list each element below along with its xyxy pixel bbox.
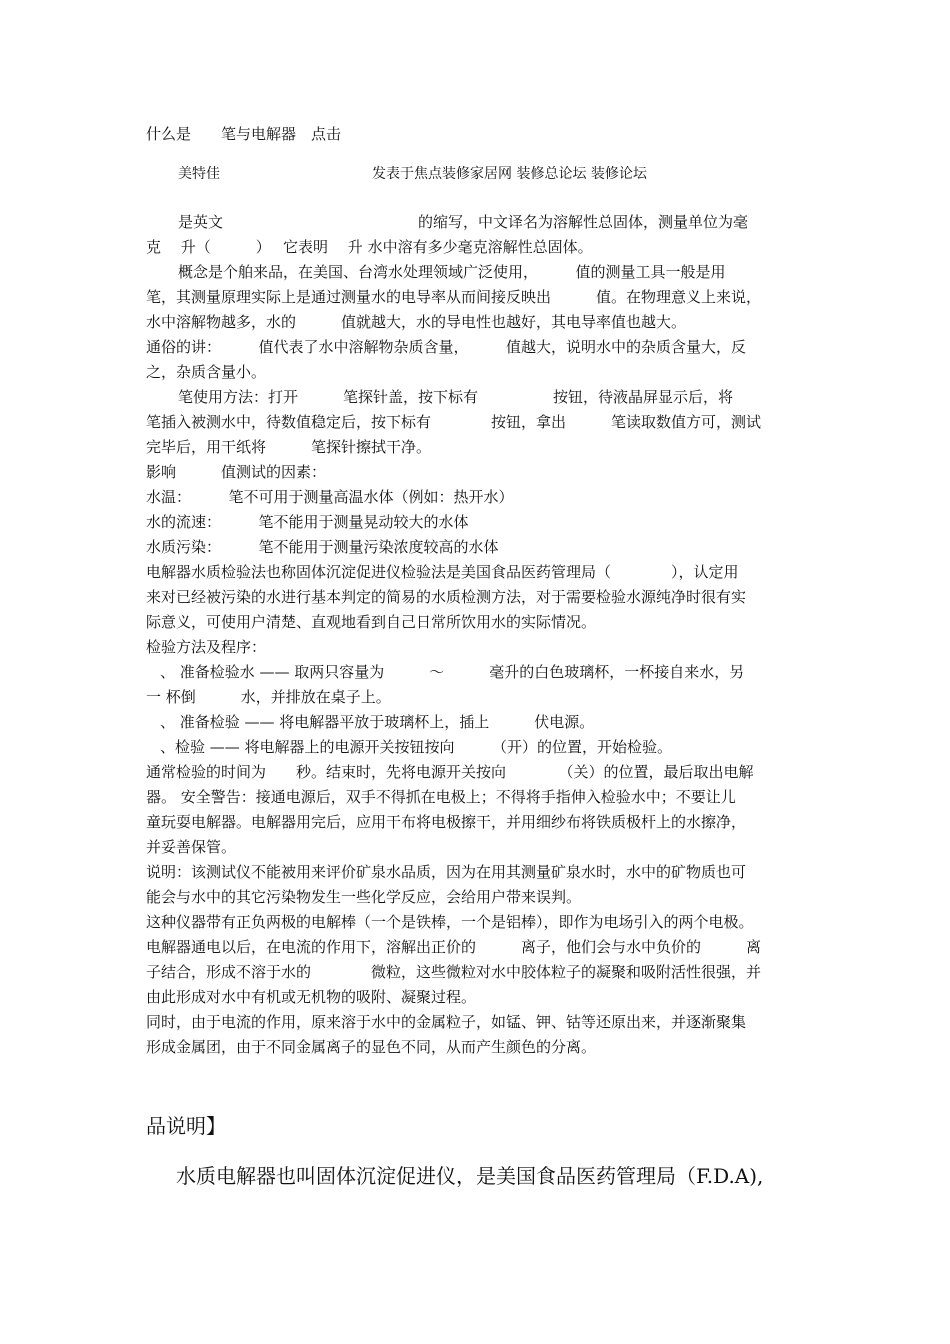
body-line: 器。 安全警告：接通电源后，双手不得抓在电极上；不得将手指伸入检验水中；不要让儿 [146,788,736,806]
body-line: 电解器水质检验法也称固体沉淀促进仪检验法是美国食品医药管理局（ ），认定用 [146,563,739,581]
body-line: 并妥善保管。 [146,838,237,856]
body-line: 笔使用方法：打开 笔探针盖，按下标有 按钮，待液晶屏显示后，将 [178,388,734,406]
body-line: 之，杂质含量小。 [146,363,267,381]
body-line: 、 准备检验水 —— 取两只容量为 ～ 毫升的白色玻璃杯，一杯接自来水，另 [160,663,745,681]
body-line: 水质污染： 笔不能用于测量污染浓度较高的水体 [146,538,499,556]
body-line: 水中溶解物越多，水的 值就越大，水的导电性也越好，其电导率值也越大。 [146,313,687,331]
body-line: 能会与水中的其它污染物发生一些化学反应，会给用户带来误判。 [146,888,582,906]
article-source: 发表于焦点装修家居网 装修总论坛 装修论坛 [372,166,647,182]
body-line: 影响 值测试的因素： [146,463,327,481]
body-line: 际意义，可使用户清楚、直观地看到自己日常所饮用水的实际情况。 [146,613,597,631]
body-line: 来对已经被污染的水进行基本判定的简易的水质检测方法，对于需要检验水源纯净时很有实 [146,588,747,606]
body-line: 同时，由于电流的作用，原来溶于水中的金属粒子，如锰、钾、钴等还原出来，并逐渐聚集 [146,1013,747,1031]
body-line: 水温： 笔不可用于测量高温水体（例如：热开水） [146,488,514,506]
body-line: 笔，其测量原理实际上是通过测量水的电导率从而间接反映出 值。在物理意义上来说， [146,288,762,306]
body-line: 童玩耍电解器。电解器用完后，应用干布将电极擦干，并用细纱布将铁质极杆上的水擦净， [146,813,747,831]
section-heading: 品说明】 [146,1114,226,1138]
body-line: 概念是个舶来品，在美国、台湾水处理领域广泛使用， 值的测量工具一般是用 [178,263,726,281]
section-paragraph: 水质电解器也叫固体沉淀促进仪，是美国食品医药管理局（F.D.A), [176,1164,764,1188]
body-line: 检验方法及程序： [146,638,267,656]
body-line: 通常检验的时间为 秒。结束时，先将电源开关按向 （关）的位置，最后取出电解 [146,763,754,781]
body-line: 是英文 的缩写，中文译名为溶解性总固体，测量单位为毫 [178,213,749,231]
body-line: 完毕后，用干纸将 笔探针擦拭干净。 [146,438,432,456]
body-line: 这种仪器带有正负两极的电解棒（一个是铁棒，一个是铝棒），即作为电场引入的两个电极。 [146,913,754,931]
body-line: 一 杯倒 水，并排放在桌子上。 [146,688,391,706]
article-title: 什么是 笔与电解器 点击 [146,125,342,143]
body-line: 形成金属团，由于不同金属离子的显色不同，从而产生颜色的分离。 [146,1038,597,1056]
body-line: 、检验 —— 将电解器上的电源开关按钮按向 （开）的位置，开始检验。 [160,738,673,756]
body-line: 通俗的讲： 值代表了水中溶解物杂质含量， 值越大，说明水中的杂质含量大，反 [146,338,747,356]
body-line: 说明：该测试仪不能被用来评价矿泉水品质，因为在用其测量矿泉水时，水中的矿物质也可 [146,863,747,881]
body-line: 子结合，形成不溶于水的 微粒，这些微粒对水中胶体粒子的凝聚和吸附活性很强，并 [146,963,762,981]
body-line: 水的流速： 笔不能用于测量晃动较大的水体 [146,513,469,531]
body-line: 、 准备检验 —— 将电解器平放于玻璃杯上，插上 伏电源。 [160,713,595,731]
body-line: 电解器通电以后，在电流的作用下，溶解出正价的 离子，他们会与水中负价的 离 [146,938,762,956]
body-line: 克 升（ ） 它表明 升 水中溶有多少毫克溶解性总固体。 [146,238,593,256]
article-author: 美特佳 [178,166,220,182]
body-line: 笔插入被测水中，待数值稳定后，按下标有 按钮，拿出 笔读取数值方可，测试 [146,413,762,431]
body-line: 由此形成对水中有机或无机物的吸附、凝聚过程。 [146,988,477,1006]
